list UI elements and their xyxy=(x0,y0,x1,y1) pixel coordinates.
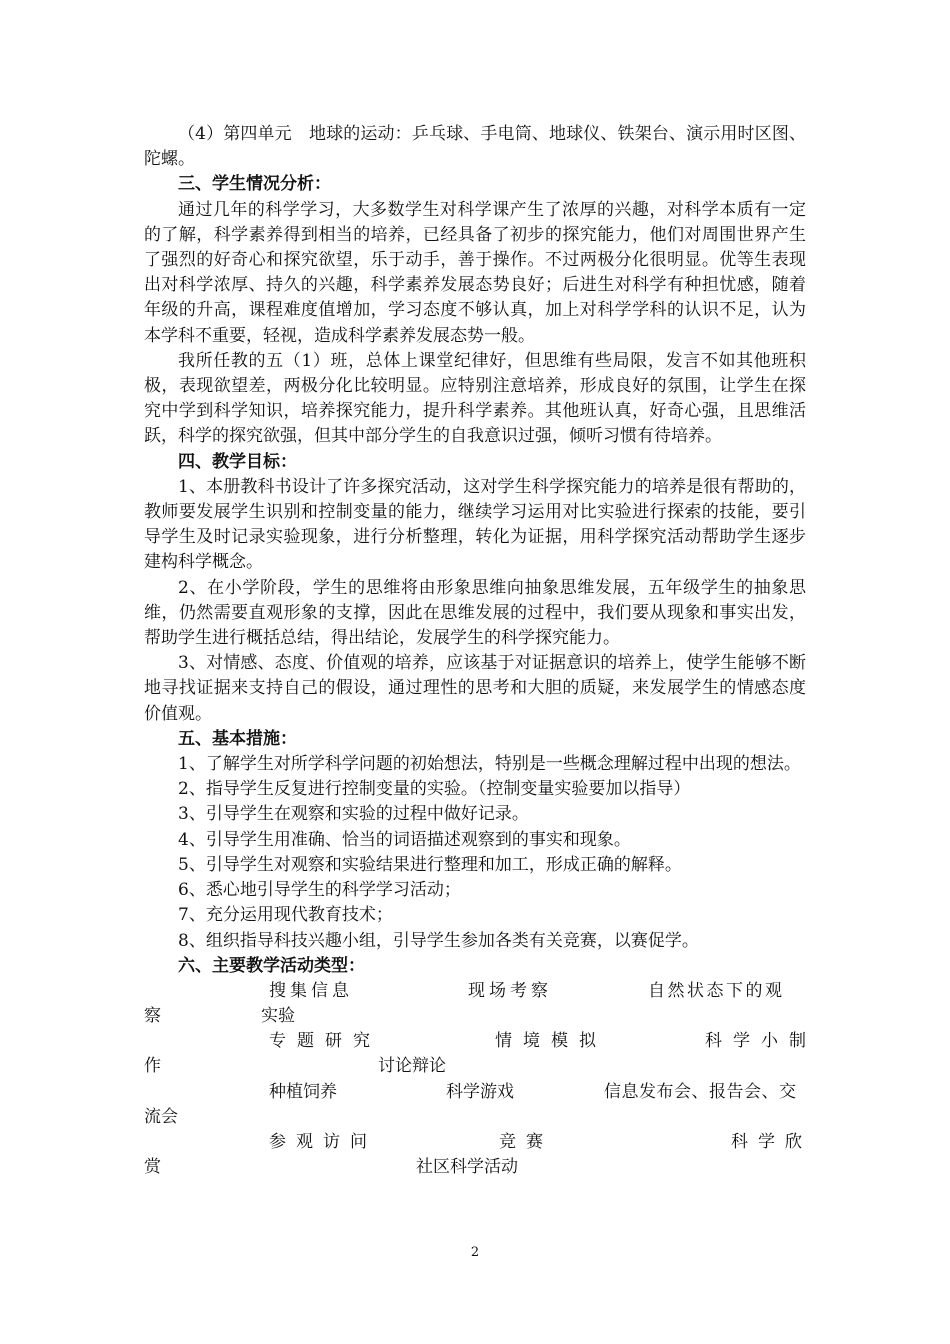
activity-item: 科学欣 xyxy=(731,1132,812,1153)
heading-teaching-goals: 四、教学目标： xyxy=(178,451,297,472)
paragraph-student-analysis-1: 通过几年的科学学习，大多数学生对科学课产生了浓厚的兴趣，对科学本质有一定的了解，科学素养得到相当的培养，已经具备了初步的探究能力，他们对周围世界产生了强烈的好奇心和探究欲望，乐于动手，善于操作。不过两极分化很明显。优等生表现出对科学浓厚、持久的兴趣，科学素养发展态势良好；后进生对科学有种担忧感，随着年级的升高，课程难度值增加，学习态度不够认真，加上对科学学科的认识不足，认为本学科不重要，轻视，造成科学素养发展态势一般。 xyxy=(144,199,806,346)
activity-item: 参观访问 xyxy=(269,1132,377,1153)
activity-item: 实验 xyxy=(261,1006,295,1027)
activity-item-continued: 作 xyxy=(144,1056,161,1077)
activity-item-continued: 察 xyxy=(144,1006,161,1027)
activity-item-continued: 赏 xyxy=(144,1157,161,1178)
heading-student-analysis: 三、学生情况分析： xyxy=(178,174,331,195)
paragraph-measure-8: 8、组织指导科技兴趣小组，引导学生参加各类有关竞赛，以赛促学。 xyxy=(178,930,699,951)
activity-row xyxy=(144,1130,812,1180)
activity-item: 信息发布会、报告会、交 xyxy=(604,1081,797,1102)
activity-item: 自然状态下的观 xyxy=(648,980,785,1001)
paragraph-goal-3: 3、对情感、态度、价值观的培养，应该基于对证据意识的培养上，使学生能够不断地寻找证据来支持自己的假设，通过理性的思考和大胆的质疑，来发展学生的情感态度价值观。 xyxy=(144,653,806,724)
paragraph-measure-7: 7、充分运用现代教育技术； xyxy=(178,905,393,926)
activity-item: 现场考察 xyxy=(468,980,552,1001)
paragraph-goal-2: 2、在小学阶段，学生的思维将由形象思维向抽象思维发展，五年级学生的抽象思维，仍然需要直观形象的支撑，因此在思维发展的过程中，我们要从现象和事实出发，帮助学生进行概括总结，得出结论，发展学生的科学探究能力。 xyxy=(144,577,806,649)
activity-item: 情境模拟 xyxy=(495,1031,607,1052)
paragraph-student-analysis-2: 我所任教的五（1）班，总体上课堂纪律好，但思维有些局限，发言不如其他班积极，表现欲望差，两极分化比较明显。应特别注意培养，形成良好的氛围，让学生在探究中学到科学知识，培养探究能力，提升科学素养。其他班认真，好奇心强，且思维活跃，科学的探究欲强，但其中部分学生的自我意识过强，倾听习惯有待培养。 xyxy=(144,350,806,447)
activity-item: 搜集信息 xyxy=(269,980,353,1001)
activity-item: 科学小制 xyxy=(705,1031,817,1052)
paragraph-measure-6: 6、悉心地引导学生的科学学习活动； xyxy=(178,880,461,901)
paragraph-measure-4: 4、引导学生用准确、恰当的词语描述观察到的事实和现象。 xyxy=(178,829,631,850)
activity-item-continued: 流会 xyxy=(144,1106,178,1127)
activity-item: 专题研究 xyxy=(269,1031,381,1052)
activity-types-list xyxy=(144,979,817,1181)
activity-item: 竞赛 xyxy=(499,1132,553,1153)
activity-row xyxy=(144,1080,806,1130)
paragraph-goal-1: 1、本册教科书设计了许多探究活动，这对学生科学探究能力的培养是很有帮助的，教师要发展学生识别和控制变量的能力，继续学习运用对比实验进行探索的技能，要引导学生及时记录实验现象，进行分析整理，转化为证据，用科学探究活动帮助学生逐步建构科学概念。 xyxy=(144,476,806,573)
paragraph-measure-5: 5、引导学生对观察和实验结果进行整理和加工，形成正确的解释。 xyxy=(178,854,682,875)
page-number: 2 xyxy=(470,1245,480,1260)
activity-item: 社区科学活动 xyxy=(416,1157,518,1178)
activity-item: 种植饲养 xyxy=(269,1081,337,1102)
paragraph-measure-1: 1、了解学生对所学科学问题的初始想法，特别是一些概念理解过程中出现的想法。 xyxy=(178,754,801,775)
activity-item: 讨论辩论 xyxy=(378,1056,446,1077)
activity-row xyxy=(144,979,806,1029)
paragraph-measure-2: 2、指导学生反复进行控制变量的实验。（控制变量实验要加以指导） xyxy=(178,779,691,800)
paragraph-unit-four-materials: （4）第四单元 地球的运动：乒乓球、手电筒、地球仪、铁架台、演示用时区图、陀螺。 xyxy=(144,124,806,170)
heading-basic-measures: 五、基本措施： xyxy=(178,728,297,749)
document-body xyxy=(144,122,817,1180)
paragraph-measure-3: 3、引导学生在观察和实验的过程中做好记录。 xyxy=(178,804,529,825)
activity-item: 科学游戏 xyxy=(446,1081,514,1102)
heading-activity-types: 六、主要教学活动类型： xyxy=(178,955,365,976)
activity-row xyxy=(144,1029,817,1079)
